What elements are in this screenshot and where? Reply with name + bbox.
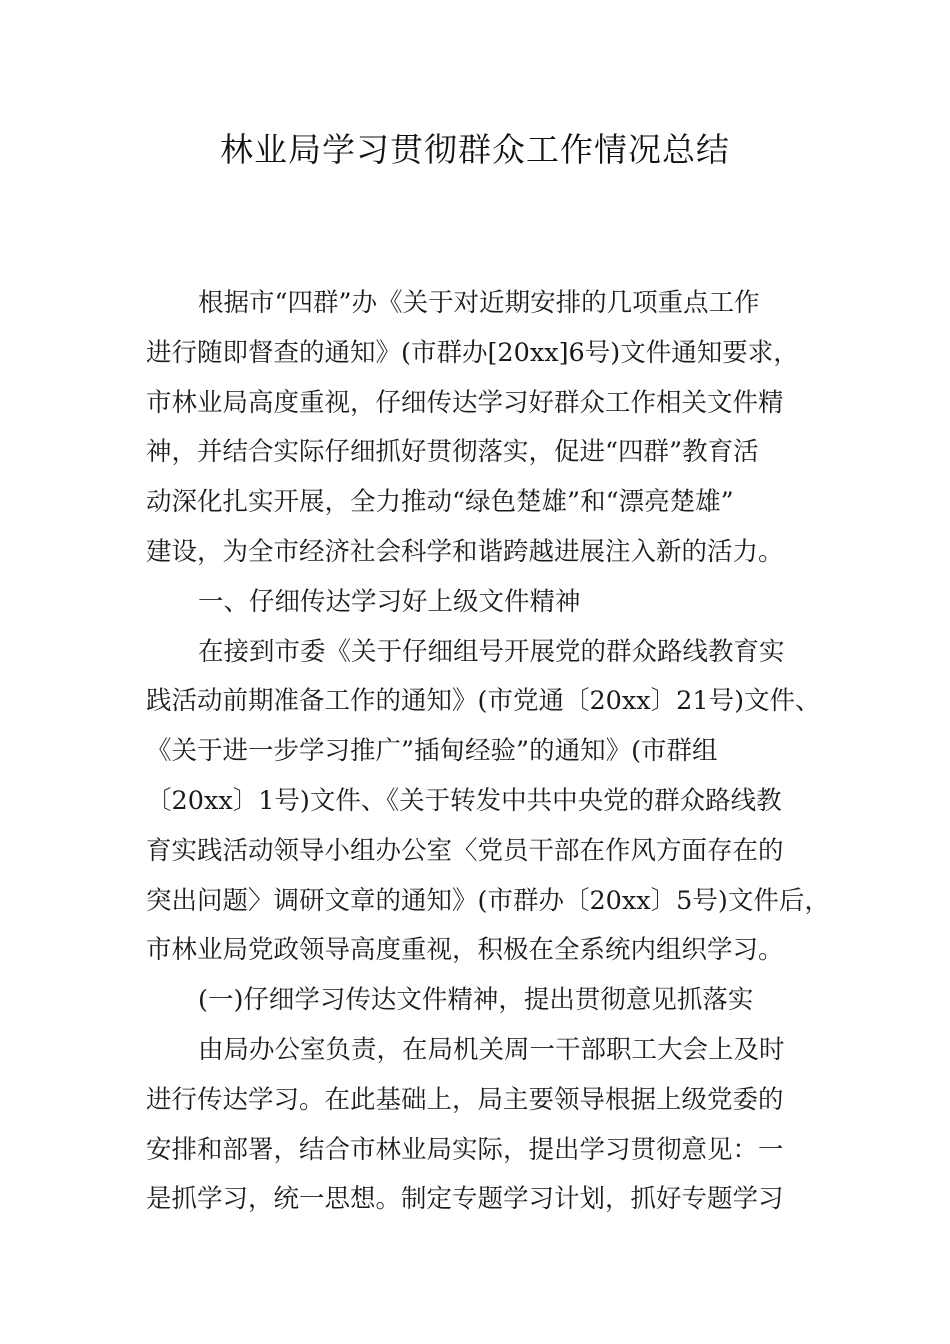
body-line: 育实践活动领导小组办公室〈党员干部在作风方面存在的 [146,835,784,866]
document-title: 林业局学习贯彻群众工作情况总结 [220,130,730,169]
body-line: 进行随即督查的通知》(市群办[20xx]6号)文件通知要求， [146,337,799,368]
body-line: 〔20xx〕1号)文件、《关于转发中共中央党的群众路线教 [146,785,782,816]
body-line: 建设，为全市经济社会科学和谐跨越进展注入新的活力。 [146,536,784,567]
body-line: 是抓学习，统一思想。制定专题学习计划，抓好专题学习 [146,1184,784,1215]
body-line: 动深化扎实开展，全力推动“绿色楚雄”和“漂亮楚雄” [146,487,734,518]
body-line: 由局办公室负责，在局机关周一干部职工大会上及时 [198,1034,785,1065]
body-line: 一、仔细传达学习好上级文件精神 [198,586,581,617]
document-body [146,279,830,1225]
body-line: 市林业局高度重视，仔细传达学习好群众工作相关文件精 [146,387,784,418]
body-line: 安排和部署，结合市林业局实际，提出学习贯彻意见：一 [146,1134,784,1165]
body-line: (一)仔细学习传达文件精神，提出贯彻意见抓落实 [198,985,754,1016]
body-line: 践活动前期准备工作的通知》(市党通〔20xx〕21号)文件、 [146,686,821,717]
body-line: 神，并结合实际仔细抓好贯彻落实，促进“四群”教育活 [146,437,759,468]
body-line: 市林业局党政领导高度重视，积极在全系统内组织学习。 [146,935,784,966]
body-line: 根据市“四群”办《关于对近期安排的几项重点工作 [198,288,760,318]
body-line: 进行传达学习。在此基础上，局主要领导根据上级党委的 [146,1084,784,1115]
body-line: 突出问题〉调研文章的通知》(市群办〔20xx〕5号)文件后， [146,885,830,916]
body-line: 在接到市委《关于仔细组号开展党的群众路线教育实 [198,636,785,667]
body-line: 《关于进一步学习推广”插甸经验”的通知》(市群组 [146,736,718,767]
